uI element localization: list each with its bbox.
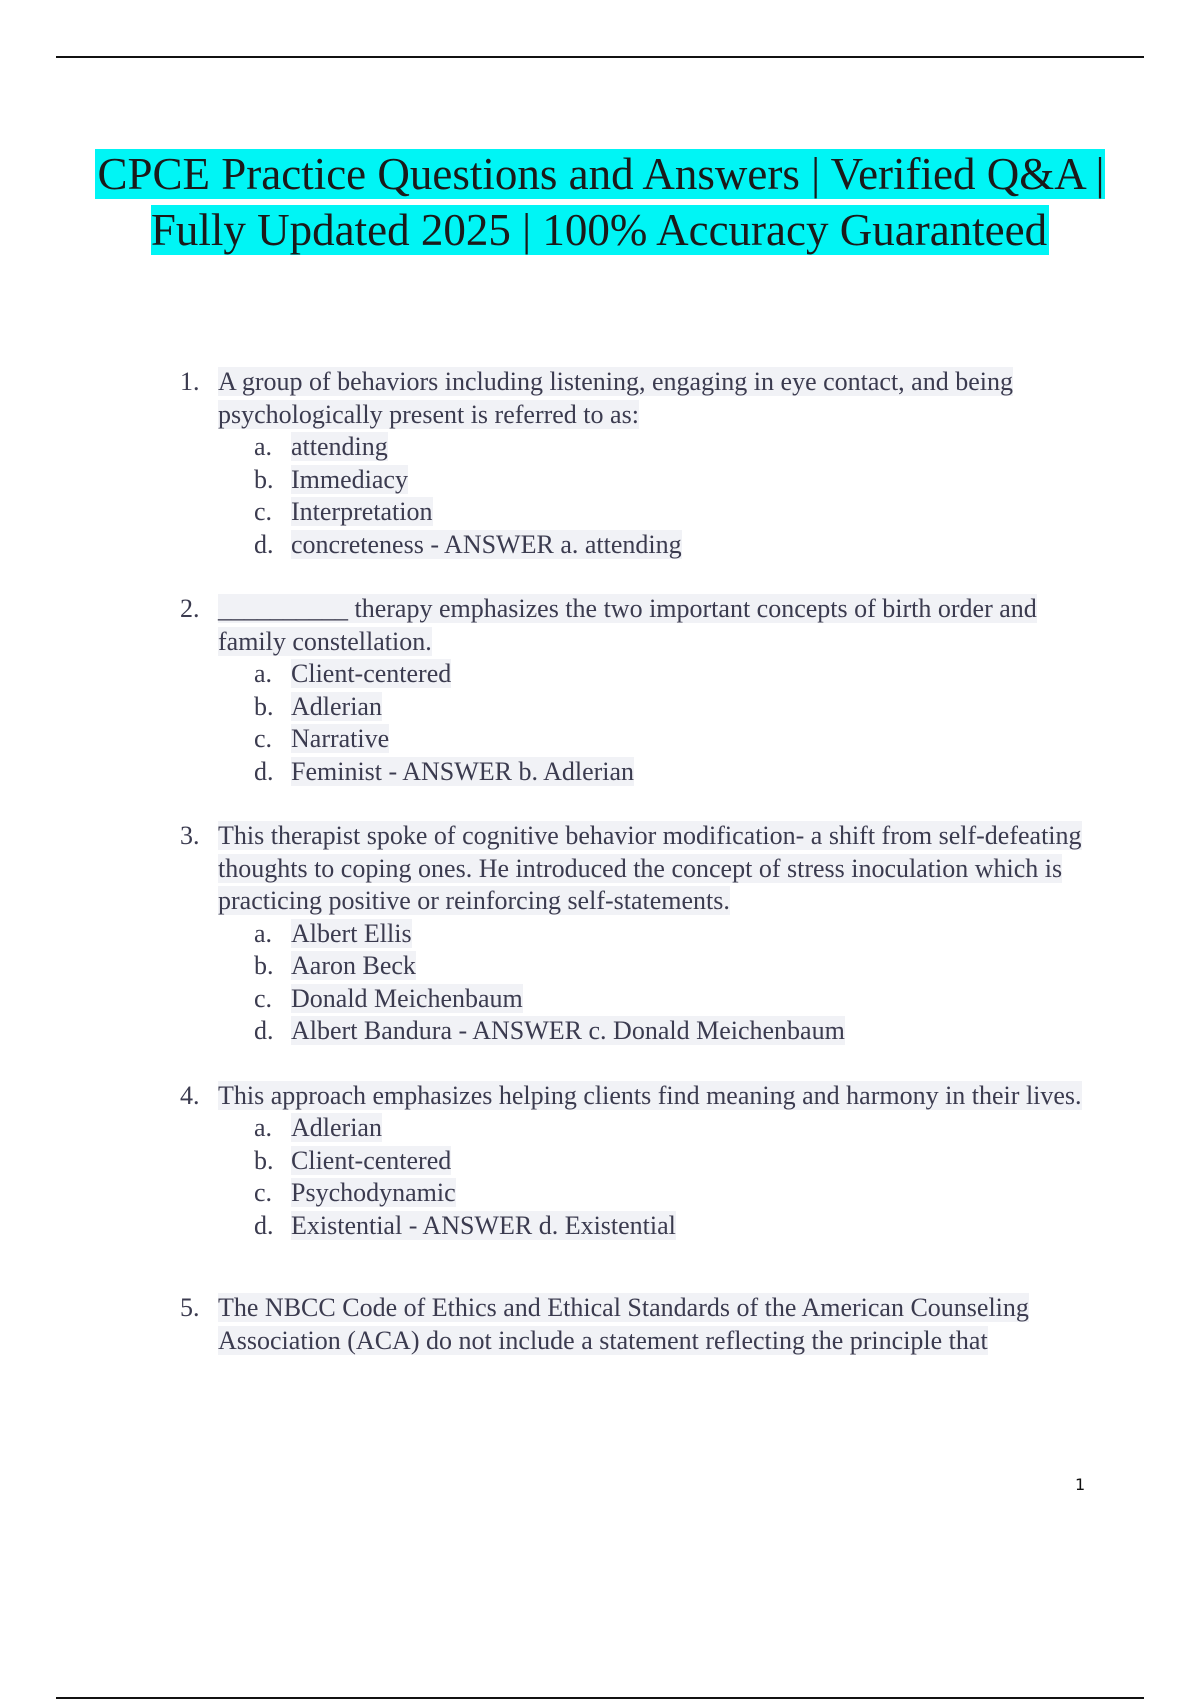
question-item <box>0 1080 1200 1243</box>
option-item <box>218 918 1090 951</box>
option-letter: d. <box>254 1210 274 1240</box>
option-item <box>218 756 1090 789</box>
option-letter: b. <box>254 1145 274 1175</box>
question-item <box>0 593 1200 788</box>
option-text: concreteness - ANSWER a. attending <box>291 529 682 559</box>
option-item <box>218 658 1090 691</box>
top-rule <box>56 56 1144 58</box>
option-list <box>218 658 1090 788</box>
option-letter: c. <box>254 497 273 526</box>
option-letter: a. <box>254 918 273 948</box>
option-letter: d. <box>254 756 274 786</box>
option-text: Psychodynamic <box>291 1178 456 1207</box>
bottom-rule <box>56 1697 1144 1699</box>
question-item <box>0 1292 1200 1357</box>
option-letter: a. <box>254 1113 273 1142</box>
option-item <box>218 1145 1090 1178</box>
option-letter: d. <box>254 1016 274 1045</box>
option-item <box>218 431 1090 464</box>
question-stem: This approach emphasizes helping clients find meaning and harmony in their lives. <box>218 1080 1082 1110</box>
question-number: 1. <box>180 367 200 396</box>
question-stem: __________ therapy emphasizes the two important concepts of birth order and family constellation. <box>218 594 1037 656</box>
option-letter: b. <box>254 691 274 721</box>
option-text: Client-centered <box>291 659 452 688</box>
option-item <box>218 1112 1090 1145</box>
option-text: Interpretation <box>291 497 433 526</box>
question-item <box>0 366 1200 561</box>
document-title <box>60 146 1140 258</box>
option-text: Existential - ANSWER d. Existential <box>291 1210 676 1240</box>
question-stem: The NBCC Code of Ethics and Ethical Standards of the American Counseling Association (ACA) do not include a statement reflecting the principle that <box>218 1293 1029 1355</box>
option-text: Albert Ellis <box>291 918 412 948</box>
option-text: Feminist - ANSWER b. Adlerian <box>291 756 635 786</box>
option-text: Client-centered <box>291 1145 452 1175</box>
option-text: Immediacy <box>291 464 408 494</box>
option-letter: a. <box>254 659 273 688</box>
option-text: Narrative <box>291 724 390 753</box>
option-letter: c. <box>254 983 273 1013</box>
option-letter: c. <box>254 724 273 753</box>
option-letter: c. <box>254 1178 273 1207</box>
option-text: Adlerian <box>291 1113 382 1142</box>
option-item <box>218 464 1090 497</box>
document-title-text: CPCE Practice Questions and Answers | Verified Q&A | Fully Updated 2025 | 100% Accuracy Guaranteed <box>97 149 1105 255</box>
option-letter: d. <box>254 529 274 559</box>
option-item <box>218 1210 1090 1243</box>
option-item <box>218 1015 1090 1048</box>
option-item <box>218 983 1090 1016</box>
option-item <box>218 529 1090 562</box>
option-item <box>218 496 1090 529</box>
option-text: attending <box>291 432 388 461</box>
option-letter: b. <box>254 951 274 980</box>
option-item <box>218 723 1090 756</box>
option-text: Albert Bandura - ANSWER c. Donald Meichenbaum <box>291 1016 845 1045</box>
question-item <box>0 820 1200 1048</box>
option-item <box>218 950 1090 983</box>
option-text: Aaron Beck <box>291 951 416 980</box>
option-item <box>218 691 1090 724</box>
option-letter: a. <box>254 432 273 461</box>
option-list <box>218 1112 1090 1242</box>
option-letter: b. <box>254 464 274 494</box>
option-list <box>218 918 1090 1048</box>
question-list <box>0 366 1200 1357</box>
question-stem: This therapist spoke of cognitive behavior modification- a shift from self-defeating thoughts to coping ones. He introduced the concept of stress inoculation which is practicing positive or reinforcing self-statements. <box>218 821 1082 915</box>
option-text: Adlerian <box>291 691 382 721</box>
option-item <box>218 1177 1090 1210</box>
page-number: 1 <box>1075 1475 1086 1494</box>
option-list <box>218 431 1090 561</box>
question-number: 4. <box>180 1080 200 1110</box>
question-number: 3. <box>180 821 200 850</box>
question-stem: A group of behaviors including listening, engaging in eye contact, and being psychologically present is referred to as: <box>218 367 1013 429</box>
question-number: 2. <box>180 594 200 623</box>
option-text: Donald Meichenbaum <box>291 983 523 1013</box>
question-number: 5. <box>180 1293 200 1322</box>
